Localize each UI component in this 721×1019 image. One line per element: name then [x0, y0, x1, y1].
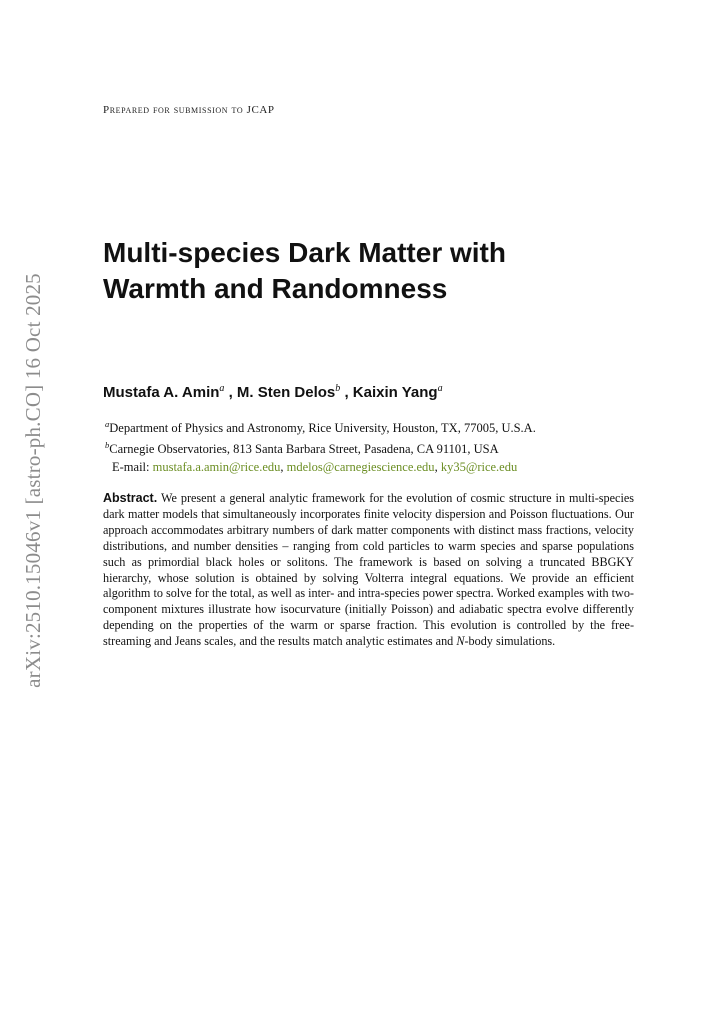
affiliation-text: Department of Physics and Astronomy, Rice University, Houston, TX, 77005, U.S.A.	[109, 421, 536, 436]
arxiv-identifier: arXiv:2510.15046v1 [astro-ph.CO] 16 Oct 2025	[20, 273, 45, 688]
affiliation-list	[105, 416, 536, 458]
arxiv-side-stamp	[21, 268, 45, 693]
abstract	[103, 491, 634, 650]
abstract-text-end: -body simulations.	[464, 634, 556, 649]
abstract-label: Abstract.	[103, 491, 158, 505]
author-name: Mustafa A. Amin	[103, 384, 220, 401]
author-name: M. Sten Delos	[236, 384, 336, 401]
affiliation-mark: b	[105, 440, 110, 451]
abstract-text: We present a general analytic framework for the evolution of cosmic structure in multi-species dark matter models that simultaneously incorporates finite velocity dispersion and Poisson fluctuations. Our approach accommodates arbitrary numbers of dark matter components with distinct mass fractions, velocity distributions, and number densities – ranging from cold particles to warm species and sparse populations such as primordial black holes or solitons. The framework is based on solving a truncated BBGKY hierarchy, whose solution is obtained by solving Volterra integral equations. We provide an efficient algorithm to solve for the total, as well as inter- and intra-species power spectra. Worked examples with two-component mixtures illustrate how isocurvature (initially Poisson) and adiabatic spectra evolve differently depending on the properties of the warm or sparse fraction. This evolution is controlled by the free-streaming and Jeans scales, and the results match analytic estimates and	[103, 491, 634, 649]
affiliation-mark: a	[105, 419, 110, 429]
email-link[interactable]: ky35@rice.edu	[440, 460, 518, 474]
email-line: E-mail: mustafa.a.amin@rice.edu, mdelos@carnegiescience.edu, ky35@rice.edu	[112, 460, 518, 474]
submission-note: Prepared for submission to JCAP	[103, 104, 275, 116]
abstract-n-symbol: N	[456, 634, 465, 649]
author-separator: ,	[224, 384, 237, 401]
title-line-2: Warmth and Randomness	[103, 273, 448, 304]
email-label: E-mail:	[112, 460, 150, 474]
author-affil-mark: a	[219, 383, 225, 394]
author-list	[103, 383, 443, 401]
author-affil-mark: a	[437, 383, 443, 394]
affiliation-text: Carnegie Observatories, 813 Santa Barbara Street, Pasadena, CA 91101, USA	[109, 442, 499, 457]
email-link[interactable]: mustafa.a.amin@rice.edu	[152, 460, 281, 474]
author-name: Kaixin Yang	[352, 384, 438, 401]
paper-title	[103, 235, 643, 307]
author-affil-mark: b	[335, 383, 341, 394]
title-line-1: Multi-species Dark Matter with	[103, 237, 506, 268]
affiliation-item	[105, 416, 536, 437]
email-link[interactable]: mdelos@carnegiescience.edu	[286, 460, 435, 474]
author-separator: ,	[340, 384, 353, 401]
affiliation-item	[105, 437, 536, 458]
